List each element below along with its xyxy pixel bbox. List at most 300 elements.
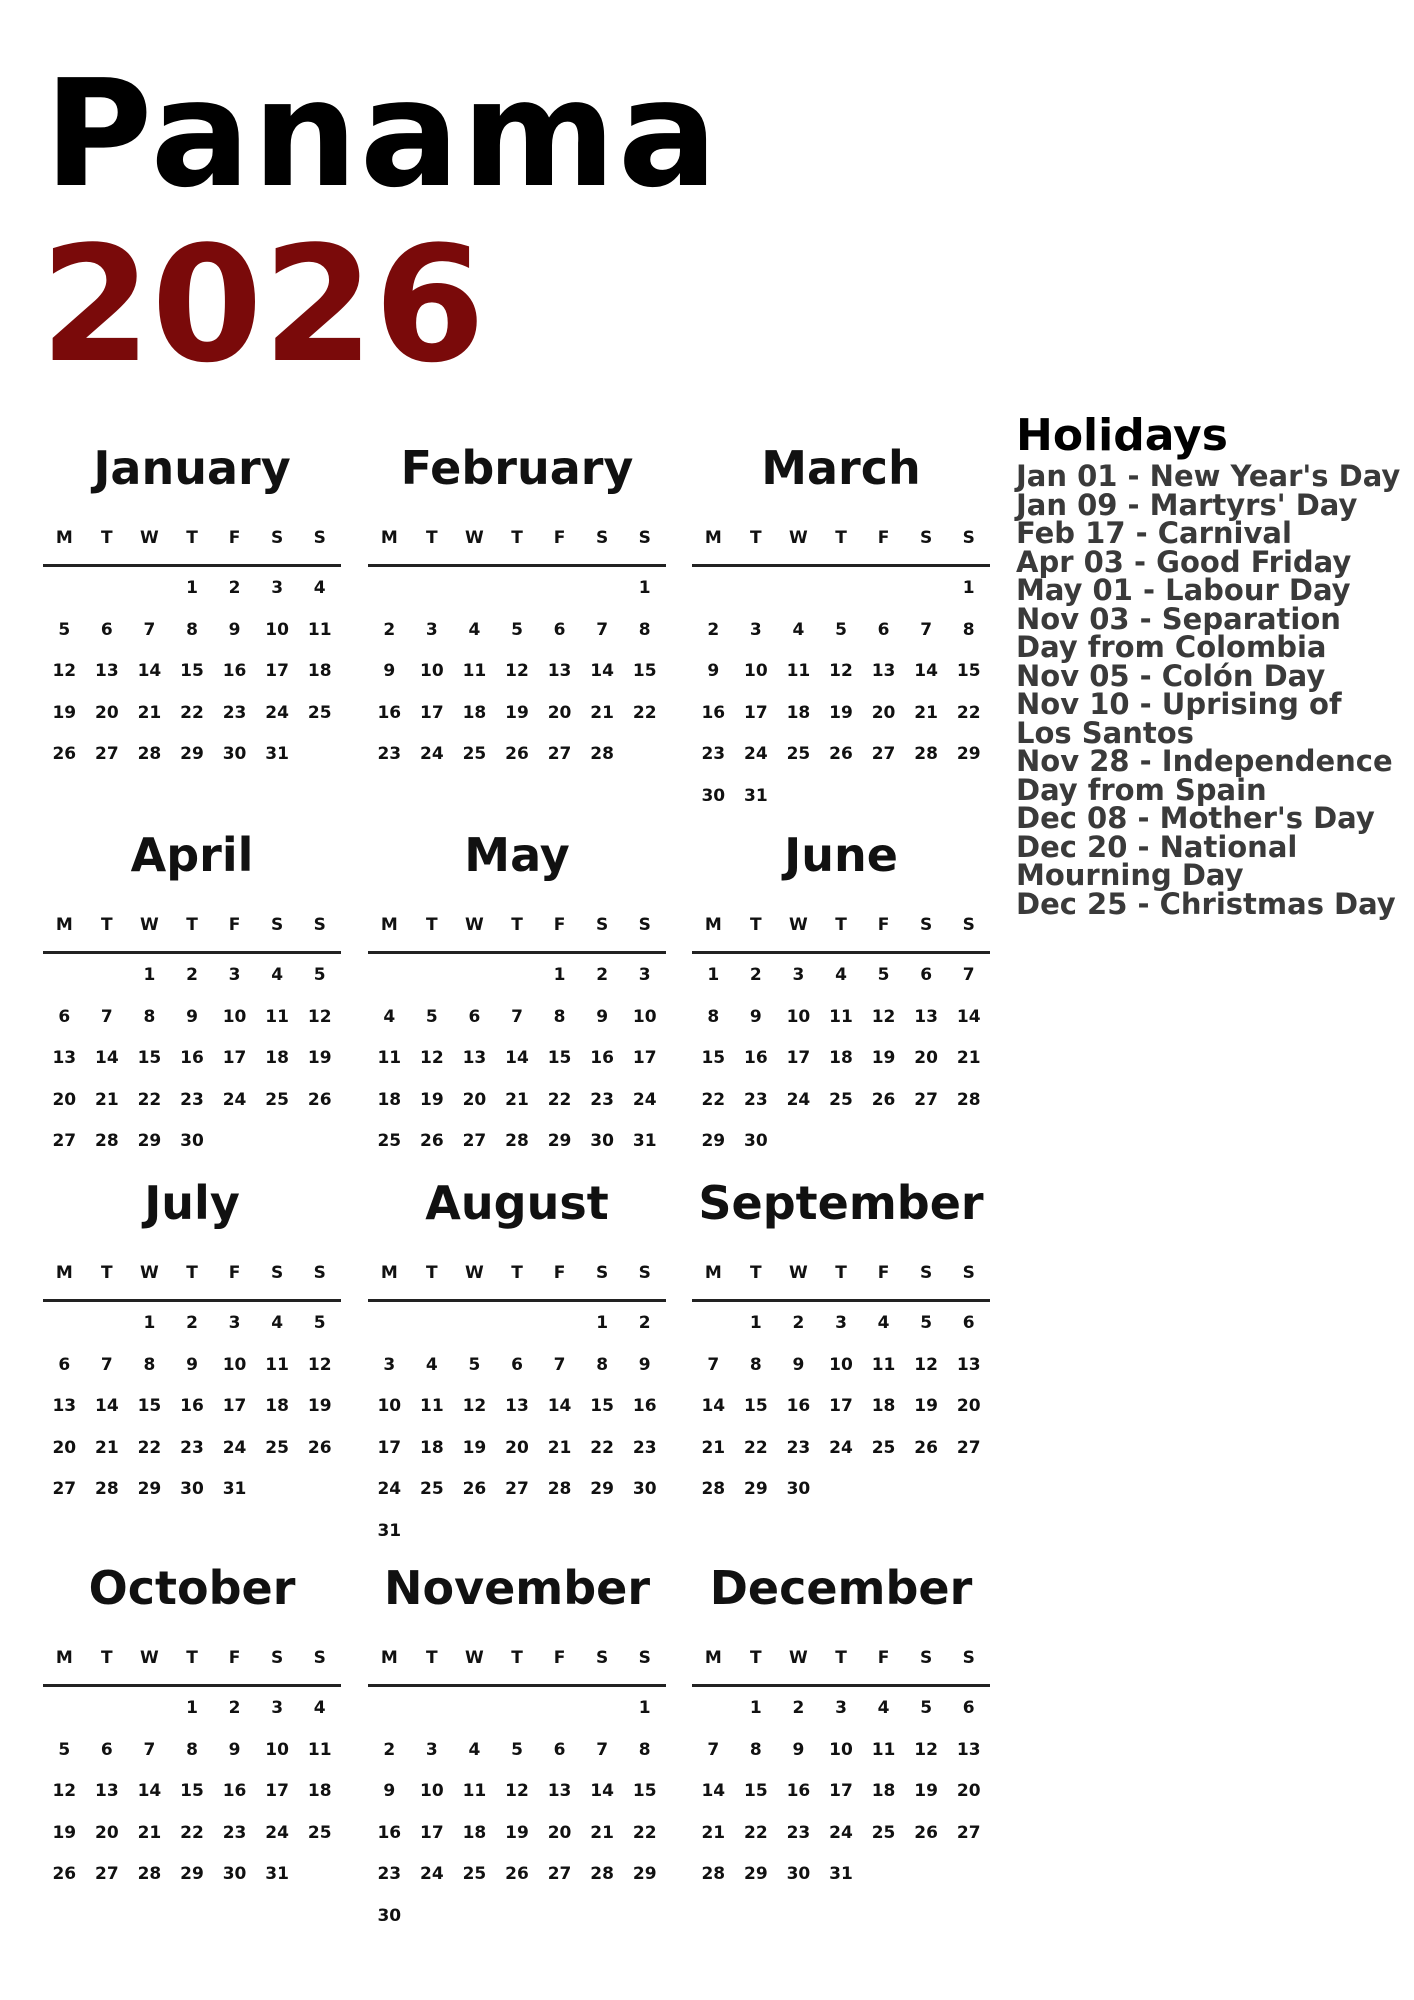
holiday-list (1016, 459, 1406, 921)
day-cell: 2 (228, 1698, 241, 1718)
day-cell: 17 (829, 1781, 853, 1801)
day-cell: 11 (265, 1006, 289, 1027)
empty-day-cell (820, 573, 863, 615)
day-cell: 7 (100, 1006, 113, 1027)
weekday-label: F (553, 528, 566, 548)
page-title-country: Panama (44, 48, 720, 220)
day-cell: 27 (52, 1479, 77, 1499)
month-july (43, 1175, 341, 1516)
day-cell: 21 (701, 1822, 726, 1843)
day-cell: 21 (547, 1437, 572, 1458)
weekday-label: S (271, 915, 284, 935)
weekday-label: W (465, 1648, 484, 1668)
weekday-label: T (750, 1648, 762, 1668)
holiday-item: Jan 09 - Martyrs' Day (1016, 487, 1358, 522)
day-cell: 9 (228, 1739, 241, 1760)
day-cell: 15 (956, 661, 981, 681)
day-cell: 27 (547, 1864, 572, 1884)
day-cell: 30 (786, 1479, 811, 1499)
day-cell: 4 (877, 1313, 890, 1333)
day-cell: 10 (420, 1781, 444, 1801)
day-cell: 27 (52, 1131, 77, 1151)
holiday-item: Nov 05 - Colón Day (1016, 658, 1326, 693)
day-cell: 5 (920, 1698, 933, 1718)
empty-day-cell (581, 573, 624, 615)
day-cell: 20 (52, 1089, 77, 1110)
empty-day-cell (496, 1693, 539, 1735)
day-cell: 7 (596, 619, 609, 640)
day-cell: 21 (590, 702, 614, 723)
day-cell: 18 (265, 1396, 289, 1416)
day-cell: 4 (271, 1313, 284, 1333)
day-cell: 27 (871, 744, 896, 764)
day-cell: 21 (137, 1822, 162, 1843)
day-cell: 21 (95, 1437, 119, 1458)
day-cell: 24 (632, 1089, 657, 1110)
day-cell: 5 (468, 1354, 481, 1375)
month-september (692, 1175, 990, 1516)
day-cell: 8 (596, 1354, 609, 1375)
empty-day-cell (86, 1308, 129, 1350)
day-cell: 14 (956, 1006, 981, 1027)
day-cell: 4 (313, 578, 326, 598)
day-cell: 16 (590, 1048, 614, 1068)
day-cell: 2 (596, 965, 609, 985)
weekday-label: M (704, 1648, 722, 1668)
day-cell: 3 (749, 619, 762, 640)
day-cell: 16 (632, 1396, 657, 1416)
day-cell: 16 (222, 661, 247, 681)
weekday-label: M (55, 1648, 73, 1668)
day-cell: 9 (792, 1354, 805, 1375)
day-cell: 26 (829, 744, 853, 764)
weekday-label: T (101, 1263, 113, 1283)
day-cell: 2 (383, 1739, 396, 1760)
weekday-label: S (920, 1263, 933, 1283)
day-cell: 1 (707, 965, 720, 985)
day-cell: 1 (186, 1698, 198, 1718)
day-cell: 12 (462, 1396, 487, 1416)
day-cell: 19 (871, 1048, 896, 1068)
day-cell: 9 (383, 661, 396, 681)
day-cell: 12 (307, 1354, 332, 1375)
weekday-label: S (596, 915, 609, 935)
holidays-title: Holidays (1016, 410, 1228, 461)
day-cell: 26 (462, 1479, 487, 1499)
day-cell: 2 (383, 619, 396, 640)
day-cell: 20 (52, 1437, 77, 1458)
day-cell: 26 (52, 1864, 77, 1884)
weekday-label: S (962, 1263, 975, 1283)
day-cell: 31 (265, 1864, 289, 1884)
day-cell: 12 (871, 1006, 896, 1027)
day-cell: 9 (638, 1354, 651, 1375)
day-cell: 24 (222, 1089, 247, 1110)
day-grid (692, 567, 990, 822)
day-cell: 25 (462, 1864, 487, 1884)
day-cell: 14 (701, 1781, 726, 1801)
day-cell: 3 (271, 578, 284, 598)
month-august (368, 1175, 666, 1557)
weekday-label: S (920, 915, 933, 935)
day-cell: 4 (271, 965, 284, 985)
day-cell: 26 (420, 1131, 444, 1151)
day-cell: 14 (137, 1781, 162, 1801)
weekday-label: T (186, 528, 198, 548)
weekday-label: T (426, 528, 438, 548)
holiday-item: Nov 10 - Uprising of Los Santos (1016, 687, 1342, 750)
weekday-label: T (426, 1263, 438, 1283)
day-cell: 15 (137, 1048, 162, 1068)
day-cell: 20 (547, 702, 572, 723)
day-cell: 15 (547, 1048, 572, 1068)
empty-day-cell (368, 960, 411, 1002)
month-may (368, 827, 666, 1168)
day-cell: 1 (186, 578, 198, 598)
day-cell: 16 (377, 1822, 402, 1843)
day-cell: 31 (377, 1520, 402, 1541)
day-cell: 1 (553, 965, 566, 985)
weekday-label: S (962, 915, 975, 935)
day-cell: 19 (307, 1048, 332, 1068)
day-cell: 14 (95, 1396, 119, 1416)
day-cell: 22 (701, 1089, 726, 1110)
weekday-label: M (380, 1263, 398, 1283)
day-cell: 18 (307, 1781, 332, 1801)
day-cell: 6 (920, 965, 933, 985)
day-cell: 26 (871, 1089, 896, 1110)
day-cell: 15 (590, 1396, 614, 1416)
day-cell: 5 (313, 1313, 326, 1333)
day-cell: 26 (505, 744, 529, 764)
month-name: August (425, 1176, 609, 1230)
day-cell: 3 (638, 965, 651, 985)
day-cell: 10 (222, 1006, 247, 1027)
day-cell: 28 (505, 1131, 529, 1151)
day-cell: 12 (914, 1739, 938, 1760)
weekday-label: S (313, 915, 326, 935)
day-cell: 6 (58, 1006, 71, 1027)
day-cell: 3 (425, 1739, 438, 1760)
day-cell: 6 (877, 619, 890, 640)
weekday-label: S (313, 528, 326, 548)
weekday-header (43, 1261, 341, 1302)
day-cell: 22 (180, 1822, 204, 1843)
day-cell: 24 (420, 744, 444, 764)
day-cell: 23 (180, 1437, 204, 1458)
weekday-label: M (704, 1263, 722, 1283)
day-cell: 3 (228, 965, 241, 985)
empty-day-cell (86, 1693, 129, 1735)
weekday-label: W (465, 915, 484, 935)
weekday-label: F (228, 1263, 241, 1283)
day-cell: 10 (744, 661, 768, 681)
day-cell: 4 (792, 619, 805, 640)
day-cell: 2 (228, 578, 241, 598)
day-cell: 19 (52, 702, 77, 723)
day-cell: 19 (914, 1396, 938, 1416)
day-cell: 26 (914, 1822, 938, 1843)
day-cell: 16 (180, 1396, 204, 1416)
day-cell: 17 (744, 702, 768, 723)
weekday-label: F (877, 915, 890, 935)
holiday-item: Dec 08 - Mother's Day (1016, 801, 1375, 835)
day-cell: 12 (914, 1354, 938, 1375)
day-cell: 5 (920, 1313, 933, 1333)
day-cell: 13 (956, 1739, 981, 1760)
empty-day-cell (453, 960, 496, 1002)
day-cell: 13 (956, 1354, 981, 1375)
weekday-label: T (750, 1263, 762, 1283)
weekday-label: S (962, 528, 975, 548)
day-cell: 13 (914, 1006, 938, 1027)
weekday-label: S (962, 1648, 975, 1668)
day-cell: 12 (505, 661, 529, 681)
day-cell: 1 (638, 1698, 651, 1718)
day-cell: 4 (468, 619, 481, 640)
day-grid (43, 1302, 341, 1516)
month-name: May (464, 828, 570, 882)
day-cell: 25 (307, 1822, 332, 1843)
day-cell: 21 (914, 702, 938, 723)
day-cell: 8 (638, 619, 651, 640)
day-cell: 7 (707, 1739, 720, 1760)
day-cell: 17 (420, 702, 444, 723)
day-cell: 22 (137, 1437, 162, 1458)
day-cell: 21 (137, 702, 162, 723)
day-cell: 6 (100, 619, 113, 640)
day-cell: 11 (871, 1739, 896, 1760)
weekday-label: M (380, 915, 398, 935)
day-cell: 24 (744, 744, 768, 764)
day-cell: 29 (180, 744, 204, 764)
day-cell: 19 (462, 1437, 487, 1458)
empty-day-cell (43, 573, 86, 615)
empty-day-cell (905, 573, 948, 615)
day-cell: 23 (222, 1822, 247, 1843)
weekday-label: S (920, 1648, 933, 1668)
weekday-label: M (55, 528, 73, 548)
empty-day-cell (692, 1693, 735, 1735)
day-cell: 4 (835, 965, 847, 985)
day-cell: 24 (829, 1822, 853, 1843)
day-cell: 10 (632, 1006, 657, 1027)
day-cell: 23 (744, 1089, 768, 1110)
day-grid (368, 1687, 666, 1942)
weekday-label: W (789, 915, 808, 935)
day-cell: 2 (707, 619, 720, 640)
empty-day-cell (43, 960, 86, 1002)
day-cell: 25 (829, 1089, 853, 1110)
day-cell: 17 (786, 1048, 811, 1068)
day-cell: 10 (265, 1739, 289, 1760)
day-cell: 5 (835, 619, 847, 640)
day-cell: 29 (956, 744, 981, 764)
day-cell: 29 (180, 1864, 204, 1884)
weekday-label: F (877, 1263, 890, 1283)
weekday-label: S (271, 1263, 284, 1283)
month-name: June (784, 828, 898, 882)
day-cell: 10 (265, 619, 289, 640)
day-cell: 8 (707, 1006, 720, 1027)
day-cell: 29 (137, 1479, 162, 1499)
day-cell: 20 (956, 1781, 981, 1801)
month-february (368, 440, 666, 781)
month-name: January (93, 441, 291, 495)
day-cell: 25 (265, 1089, 289, 1110)
empty-day-cell (86, 573, 129, 615)
day-cell: 24 (829, 1437, 853, 1458)
day-cell: 9 (792, 1739, 805, 1760)
weekday-label: S (638, 528, 651, 548)
day-cell: 6 (962, 1313, 975, 1333)
month-november (368, 1560, 666, 1942)
day-cell: 20 (95, 702, 119, 723)
day-cell: 9 (707, 661, 720, 681)
holiday-item: Apr 03 - Good Friday (1016, 544, 1352, 579)
day-cell: 11 (377, 1048, 402, 1068)
day-cell: 10 (829, 1739, 853, 1760)
day-grid (368, 954, 666, 1168)
day-cell: 20 (462, 1089, 487, 1110)
day-cell: 18 (420, 1437, 444, 1458)
month-june (692, 827, 990, 1168)
day-cell: 18 (829, 1048, 853, 1068)
day-cell: 2 (638, 1313, 651, 1333)
empty-day-cell (128, 1693, 171, 1735)
empty-day-cell (735, 573, 778, 615)
day-cell: 30 (632, 1479, 657, 1499)
day-cell: 7 (100, 1354, 113, 1375)
month-name: April (130, 828, 254, 882)
day-cell: 14 (505, 1048, 529, 1068)
day-cell: 17 (632, 1048, 657, 1068)
day-cell: 28 (95, 1479, 119, 1499)
holiday-item: Nov 28 - Independence Day from Spain (1016, 744, 1393, 807)
day-cell: 8 (749, 1354, 762, 1375)
empty-day-cell (368, 1693, 411, 1735)
day-cell: 23 (222, 702, 247, 723)
day-cell: 9 (228, 619, 241, 640)
day-cell: 10 (829, 1354, 853, 1375)
day-cell: 6 (468, 1006, 481, 1027)
empty-day-cell (496, 1308, 539, 1350)
empty-day-cell (453, 1308, 496, 1350)
day-cell: 15 (744, 1781, 768, 1801)
day-cell: 1 (749, 1698, 762, 1718)
day-cell: 30 (744, 1131, 768, 1151)
day-cell: 8 (143, 1354, 156, 1375)
day-cell: 29 (744, 1864, 768, 1884)
day-cell: 24 (265, 1822, 289, 1843)
day-cell: 10 (786, 1006, 811, 1027)
day-cell: 2 (792, 1698, 805, 1718)
day-cell: 4 (468, 1739, 481, 1760)
day-cell: 22 (632, 702, 657, 723)
day-cell: 27 (956, 1437, 981, 1458)
day-cell: 27 (462, 1131, 487, 1151)
day-cell: 18 (871, 1396, 896, 1416)
day-cell: 5 (313, 965, 326, 985)
day-cell: 13 (95, 1781, 119, 1801)
day-cell: 13 (547, 661, 572, 681)
empty-day-cell (86, 960, 129, 1002)
day-cell: 7 (920, 619, 933, 640)
day-cell: 3 (835, 1313, 847, 1333)
weekday-label: S (638, 1263, 651, 1283)
day-grid (43, 1687, 341, 1901)
day-cell: 28 (547, 1479, 572, 1499)
day-cell: 24 (420, 1864, 444, 1884)
day-cell: 27 (95, 744, 119, 764)
day-cell: 11 (462, 1781, 487, 1801)
day-cell: 15 (180, 1781, 204, 1801)
weekday-header (368, 1261, 666, 1302)
day-cell: 3 (228, 1313, 241, 1333)
day-cell: 28 (956, 1089, 981, 1110)
day-cell: 26 (52, 744, 77, 764)
month-october (43, 1560, 341, 1901)
day-cell: 19 (420, 1089, 444, 1110)
holiday-item: Jan 01 - New Year's Day (1016, 459, 1401, 493)
day-cell: 14 (547, 1396, 572, 1416)
day-cell: 31 (222, 1479, 247, 1499)
day-cell: 11 (265, 1354, 289, 1375)
day-cell: 5 (511, 1739, 523, 1760)
day-cell: 24 (377, 1479, 402, 1499)
empty-day-cell (43, 1308, 86, 1350)
day-cell: 25 (871, 1437, 896, 1458)
day-cell: 12 (420, 1048, 444, 1068)
empty-day-cell (411, 573, 454, 615)
month-december (692, 1560, 990, 1901)
empty-day-cell (496, 960, 539, 1002)
weekday-label: T (186, 1648, 198, 1668)
day-cell: 15 (744, 1396, 768, 1416)
day-cell: 1 (638, 578, 651, 598)
day-cell: 18 (307, 661, 332, 681)
empty-day-cell (411, 1308, 454, 1350)
empty-day-cell (692, 573, 735, 615)
weekday-label: T (511, 1648, 523, 1668)
day-cell: 30 (701, 785, 726, 806)
day-cell: 11 (829, 1006, 853, 1027)
day-cell: 29 (701, 1131, 726, 1151)
day-cell: 30 (180, 1479, 204, 1499)
day-cell: 8 (749, 1739, 762, 1760)
day-cell: 30 (222, 744, 247, 764)
day-cell: 8 (143, 1006, 156, 1027)
month-january (43, 440, 341, 781)
day-cell: 1 (962, 578, 975, 598)
day-cell: 26 (307, 1089, 332, 1110)
weekday-label: S (271, 528, 284, 548)
weekday-label: W (465, 528, 484, 548)
day-cell: 13 (871, 661, 896, 681)
day-cell: 20 (505, 1437, 529, 1458)
empty-day-cell (43, 1693, 86, 1735)
day-cell: 27 (914, 1089, 938, 1110)
month-april (43, 827, 341, 1168)
weekday-label: S (596, 528, 609, 548)
day-cell: 7 (596, 1739, 609, 1760)
day-cell: 24 (265, 702, 289, 723)
day-cell: 28 (95, 1131, 119, 1151)
empty-day-cell (368, 573, 411, 615)
day-cell: 7 (143, 1739, 156, 1760)
day-cell: 11 (786, 661, 811, 681)
day-cell: 6 (553, 619, 566, 640)
